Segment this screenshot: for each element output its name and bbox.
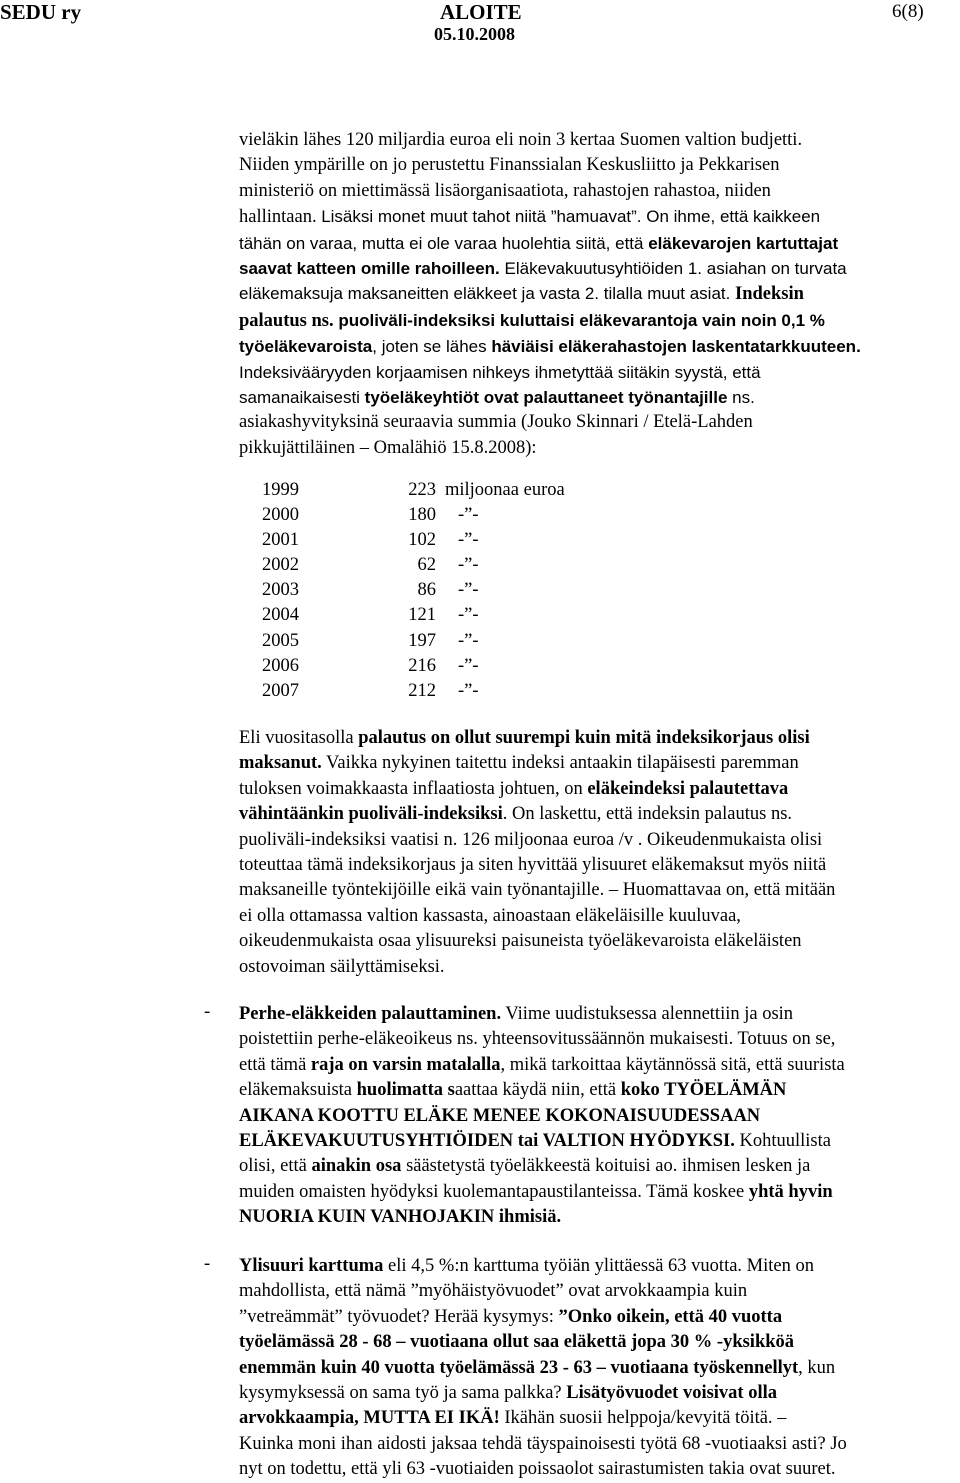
value-cell: 62 (417, 555, 436, 576)
text-line: samanaikaisesti työeläkeyhtiöt ovat palauttaneet työnantajille ns. (239, 388, 755, 408)
text-line: ”vetreämmät” työvuodet? Herää kysymys: ”Onko oikein, että 40 vuotta (239, 1306, 783, 1327)
text-line: nyt on todettu, että yli 63 -vuotiaiden poissaolot sairastumisten takia ovat suuret. (239, 1459, 836, 1480)
table-row (262, 528, 565, 553)
header-page-number: 6(8) (892, 1, 924, 22)
text-line: oikeudenmukaista osaa ylisuureksi paisuneista työeläkevaroista eläkeläisten (239, 931, 802, 952)
table-row (262, 578, 565, 603)
year-cell: 2000 (262, 505, 299, 526)
table-row (262, 478, 565, 503)
text-line: toteuttaa tämä indeksikorjaus ja siten hyvittää ylisuuret eläkemaksut myös niitä (239, 855, 827, 876)
unit-cell: miljoonaa euroa (445, 480, 565, 500)
text-line: kysymyksessä on sama työ ja sama palkka? Lisätyövuodet voisivat olla (239, 1383, 777, 1404)
value-cell: 102 (408, 530, 436, 551)
text-line: ELÄKEVAKUUTUSYHTIÖIDEN tai VALTION HYÖDYKSI. Kohtuullista (239, 1131, 831, 1152)
text-line: enemmän kuin 40 vuotta työelämässä 23 - 63 – vuotiaana työskennellyt, kun (239, 1357, 836, 1378)
text-line: hallintaan. Lisäksi monet muut tahot niitä ”hamuavat”. On ihme, että kaikkeen (239, 207, 821, 228)
text-line: asiakashyvityksinä seuraavia summia (Jouko Skinnari / Etelä-Lahden (239, 412, 753, 433)
text-line: Niiden ympärille on jo perustettu Finanssialan Keskusliitto ja Pekkarisen (239, 155, 780, 176)
list-item-excess-accrual (239, 1254, 957, 1483)
unit-cell: -”- (458, 680, 479, 701)
list-bullet-dash: - (204, 1002, 211, 1022)
text-line: maksanut. Vaikka nykyinen taitettu indeksi antaakin tilapäisesti paremman (239, 753, 799, 774)
text-line: Eli vuositasolla palautus on ollut suurempi kuin mitä indeksikorjaus olisi (239, 728, 810, 748)
list-item-family-pensions (239, 1002, 957, 1231)
value-cell: 216 (408, 655, 436, 676)
table-row (262, 603, 565, 628)
text-line: palautus ns. puoliväli-indeksiksi kuluttaisi eläkevarantoja vain noin 0,1 % (239, 310, 825, 331)
text-line: Kuinka moni ihan aidosti jaksaa tehdä täyspainoisesti työtä 68 -vuotiaaksi asti? Jo (239, 1433, 847, 1454)
text-line: vähintäänkin puoliväli-indeksiksi. On laskettu, että indeksin palautus ns. (239, 804, 793, 825)
text-line: tuloksen voimakkaasta inflaatiosta johtuen, on eläkeindeksi palautettava (239, 778, 789, 799)
text-line: puoliväli-indeksiksi vaatisi n. 126 miljoonaa euroa /v . Oikeudenmukaista olisi (239, 829, 823, 850)
value-cell: 223 (408, 480, 436, 500)
text-line: Ylisuuri karttuma eli 4,5 %:n karttuma työiän ylittäessä 63 vuotta. Miten on (239, 1256, 814, 1276)
text-line: muiden omaisten hyödyksi kuolemantapaustilanteissa. Tämä koskee yhtä hyvin (239, 1181, 833, 1202)
value-cell: 121 (408, 605, 436, 626)
text-line: AIKANA KOOTTU ELÄKE MENEE KOKONAISUUDESSAAN (239, 1105, 761, 1126)
text-line: työelämässä 28 - 68 – vuotiaana ollut saa eläkettä jopa 30 % -yksikköä (239, 1332, 795, 1353)
year-cell: 2004 (262, 605, 299, 626)
table-row (262, 553, 565, 578)
paragraph-index-correction (239, 726, 957, 980)
unit-cell: -”- (458, 580, 479, 601)
header-document-type: ALOITE (440, 0, 522, 24)
value-cell: 197 (408, 630, 436, 651)
unit-cell: -”- (458, 655, 479, 676)
text-line: pikkujättiläinen – Omalähiö 15.8.2008): (239, 437, 537, 458)
text-line: Indeksivääryyden korjaamisen nihkeys ihmetyttää siitäkin syystä, että (239, 362, 761, 382)
table-row (262, 629, 565, 654)
unit-cell: -”- (458, 605, 479, 626)
list-bullet-dash: - (204, 1254, 211, 1274)
table-row (262, 654, 565, 679)
text-line: mahdollista, että nämä ”myöhäistyövuodet” ovat arvokkaampia kuin (239, 1281, 748, 1302)
text-line: arvokkaampia, MUTTA EI IKÄ! Ikähän suosii helppoja/kevyitä töitä. – (239, 1408, 787, 1429)
text-line: työeläkevaroista, joten se lähes häviäisi eläkerahastojen laskentatarkkuuteen. (239, 337, 861, 357)
text-line: ostovoiman säilyttämiseksi. (239, 956, 445, 977)
text-line: NUORIA KUIN VANHOJAKIN ihmisiä. (239, 1207, 562, 1228)
text-line: eläkemaksuista huolimatta saattaa käydä niin, että koko TYÖELÄMÄN (239, 1080, 787, 1101)
table-row (262, 503, 565, 528)
unit-cell: -”- (458, 505, 479, 526)
text-line: olisi, että ainakin osa säästetystä työeläkkeestä koituisi ao. ihmisen lesken ja (239, 1156, 811, 1177)
year-cell: 2003 (262, 580, 299, 601)
year-cell: 2006 (262, 655, 299, 676)
text-line: tähän on varaa, mutta ei ole varaa huolehtia siitä, että eläkevarojen kartuttajat (239, 233, 839, 253)
text-line: vieläkin lähes 120 miljardia euroa eli noin 3 kertaa Suomen valtion budjetti. (239, 130, 803, 150)
text-line: maksaneille työntekijöille eikä vain työnantajille. – Huomattavaa on, että mitään (239, 880, 836, 901)
text-line: Perhe-eläkkeiden palauttaminen. Viime uudistuksessa alennettiin ja osin (239, 1004, 794, 1024)
text-line: ei olla ottamassa valtion kassasta, ainoastaan eläkeläisille kuuluvaa, (239, 905, 741, 926)
year-cell: 1999 (262, 480, 299, 500)
year-cell: 2005 (262, 630, 299, 651)
year-cell: 2001 (262, 530, 299, 551)
unit-cell: -”- (458, 530, 479, 551)
text-line: eläkemaksuja maksaneitten eläkkeet ja vasta 2. tilalla muut asiat. Indeksin (239, 284, 804, 305)
value-cell: 86 (417, 580, 436, 601)
unit-cell: -”- (458, 630, 479, 651)
text-line: että tämä raja on varsin matalalla, mikä tarkoittaa käytännössä sitä, että suurista (239, 1054, 845, 1075)
header-organization: SEDU ry (0, 0, 82, 24)
year-cell: 2002 (262, 555, 299, 576)
text-line: saavat katteen omille rahoilleen. Eläkevakuutusyhtiöiden 1. asiahan on turvata (239, 259, 847, 279)
value-cell: 212 (408, 680, 436, 701)
table-row (262, 679, 565, 704)
text-line: poistettiin perhe-eläkeoikeus ns. yhteensovitussäännön mukaisesti. Totuus on se, (239, 1029, 836, 1050)
header-date: 05.10.2008 (434, 24, 515, 44)
paragraph-pension-funds (239, 128, 957, 461)
unit-cell: -”- (458, 555, 479, 576)
refund-table (262, 478, 565, 704)
text-line: ministeriö on miettimässä lisäorganisaatiota, rahastojen rahastoa, niiden (239, 180, 771, 201)
value-cell: 180 (408, 505, 436, 526)
year-cell: 2007 (262, 680, 299, 701)
